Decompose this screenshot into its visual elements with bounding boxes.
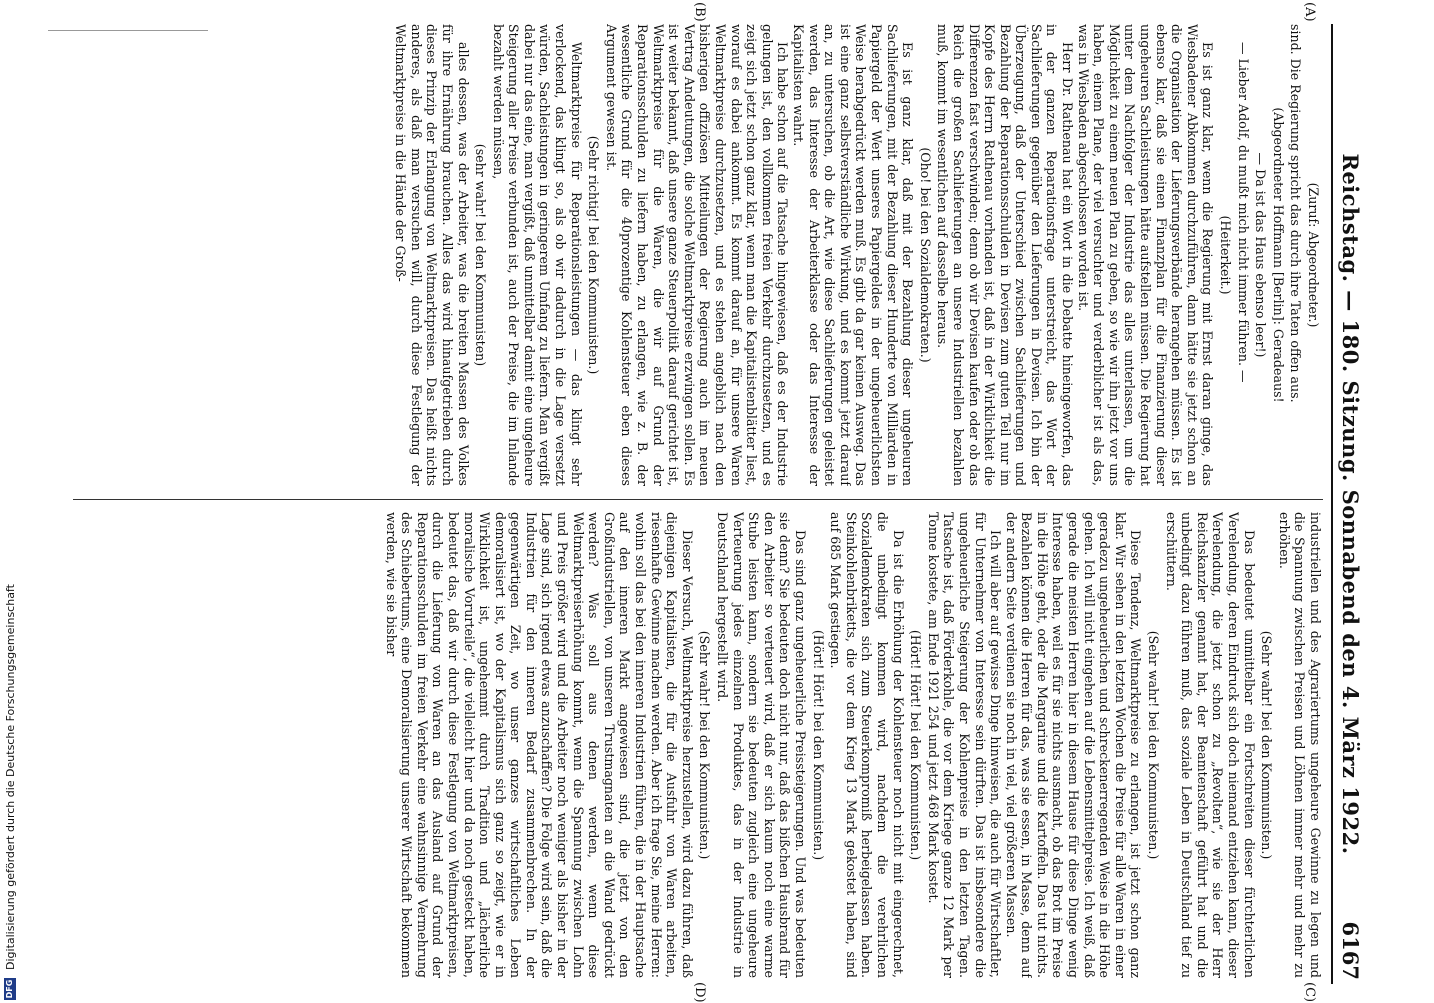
- left-column: [73, 24, 1323, 486]
- paragraph: Es ist ganz klar, daß mit der Bezahlung dieser ungeheuren Sachlieferungen, mit der Bezahlung dieser Hunderte von Milliarden in Papiergeld der Wert unseres Papiergeldes in der ungeheuerlichsten Weise herabgedrückt werden muß. Es gibt da gar keinen Ausweg. Das ist eine ganz selbstverständliche Wirkung, und es kommt jetzt darauf an, zu untersuchen, ob die Art, wie diese Sachlieferungen geleistet werden, das Interesse der Arbeiterklasse oder das Interesse der Kapitalisten wahrt.: [791, 24, 916, 486]
- interjection: (sehr wahr! bei den Kommunisten): [473, 143, 489, 367]
- interjection: (Abgeordneter Hoffmann [Berlin]: Geradeaus!: [1270, 107, 1286, 403]
- page-header: [1331, 24, 1367, 984]
- page-title: Reichstag. — 180. Sitzung. Sonnabend den 4. März 1922.: [1338, 153, 1363, 855]
- paragraph: alles dessen, was der Arbeiter, was die breiten Massen des Volkes für ihre Ernährung brauchen. Alles das wird hinaufgetrieben durch dieses Prinzip der Erlangung von Weltmarktpreisen. Das heißt nichts anderes, als daß man versuchen will, durch diese Festlegung der Weltmarktpreise in die Hände der Groß-: [393, 24, 471, 486]
- paragraph: Dieser Versuch, Weltmarktpreise herzustellen, wird dazu führen, daß diejenigen Kapitalisten, die für die Ausfuhr von Waren arbeiten, riesenhafte Gewinne machen werden. Aber ich frage Sie, meine Herren: wohin soll das bei den inneren Industrien führen, die in der Hauptsache auf den inneren Markt angewiesen sind, die jetzt von den Großindustriellen, von unseren Trustmagnaten an die Wand gedrückt werden? Was soll aus denen werden, wenn diese Weltmarktpreiserhöhung kommt, wenn die Spannung zwischen Lohn und Preis größer wird und die Arbeiter noch weniger als bisher in der Lage sind, sich irgend etwas anzuschaffen? Die Folge wird sein, daß die Industrien für den inneren Bedarf zusammenbrechen. In der gegenwärtigen Zeit, wo unser ganzes wirtschaftliches Leben demoralisiert ist, wo der Kapitalismus sich ganz so zeigt, wie er in Wirklichkeit ist, ungehemmt durch Tradition und „lächerliche moralische Vorurteile“, die vielleicht hier und da noch gesteckt haben, bedeutet das, daß wir durch diese Festlegung von Weltmarktpreisen, durch die Lieferung von Waren an das Ausland auf Grund der Reparationsschulden im freien Verkehr eine wahnsinnige Vermehrung des Schiebertums, eine Demoralisierung unserer Wirtschaft bekommen werden, wie sie bisher: [383, 512, 695, 978]
- paragraph: Weltmarktpreise für Reparationsleistungen — das klingt sehr verlockend, das klingt so, als ob wir dadurch in die Lage versetzt würden, Sachleistungen in geringerem Umfang zu liefern. Man vergißt dabei nur das eine, man vergißt, daß unmittelbar damit eine ungeheure Steigerung aller Preise verbunden ist, auch der Preise, die im Inlande bezahlt werden müssen,: [490, 24, 584, 486]
- interjection: (Hört! Hört! bei den Kommunisten.): [810, 629, 826, 861]
- paragraph: Herr Dr. Rathenau hat ein Wort in die Debatte hineingeworfen, das in der ganzen Reparationsfrage unterstreicht, das Wort der Sachlieferungen gegenüber den Lieferungen in Devisen. Ich bin der Überzeugung, daß der Unterschied zwischen Sachlieferungen und Bezahlung der Reparationsschulden in Devisen zum guten Teil nur im Kopfe des Herrn Rathenau vorhanden ist, daß in der Wirklichkeit die Differenzen fast verschwinden; denn ob wir Devisen kaufen oder ob das Reich die großen Sachlieferungen an unsere Industriellen bezahlen muß, kommt im wesentlichen auf dasselbe heraus.: [935, 24, 1076, 486]
- paragraph: industriellen und des Agrariertums ungeheure Gewinne zu legen und die Spannung zwischen Preisen und Löhnen immer mehr und mehr zu erhöhen.: [1276, 512, 1323, 978]
- margin-mark-a: (A): [1302, 2, 1317, 22]
- interjection: (Hört! Hört! bei den Kommunisten.): [908, 629, 924, 861]
- interjection: — Da ist das Haus ebenso leer!): [1253, 152, 1269, 358]
- interjection: (Sehr wahr! bei den Kommunisten.): [1259, 630, 1275, 860]
- interjection: (Oho! bei den Sozialdemokraten.): [917, 147, 933, 363]
- paragraph: Ich habe schon auf die Tatsache hingewiesen, daß es der Industrie gelungen ist, den vollkommen freien Verkehr durchzusetzen, und es zeigt sich jetzt schon ganz klar, wenn man die Kapitalistenblätter liest, worauf es dabei ankommt. Es kommt darauf an, für unsere Waren Weltmarktpreise durchzusetzen, und es stehen angeblich nach den bisherigen offiziösen Mitteilungen der Regierung auch im neuen Vertrag Andeutungen, die solche Weltmarktpreise erzwingen sollen. Es ist weiter bekannt, daß unsere ganze Steuerpolitik darauf gerichtet ist, Weltmarktpreise für die Waren, die wir auf Grund der Reparationsschulden zu liefern haben, zu erlangen, wie z. B. der wesentliche Grund für die 40prozentige Kohlensteuer eben dieses Argument gewesen ist.: [603, 24, 791, 486]
- interjection: (Heiterkeit.): [1218, 215, 1234, 295]
- margin-mark-b: (B): [692, 2, 707, 22]
- digitization-credit-text: Digitalisierung gefördert durch die Deutsche Forschungsgemeinschaft: [3, 584, 17, 970]
- interjection: (Sehr wahr! bei den Kommunisten.): [697, 630, 713, 860]
- margin-mark-d: (D): [692, 982, 707, 1003]
- dfg-logo: DFG: [5, 979, 14, 999]
- paragraph: Das bedeutet unmittelbar ein Fortschreiten dieser fürchterlichen Verelendung, deren Eindruck sich doch niemand entziehen kann, dieser Verelendung, die jetzt schon zu „Revolten“, wie sie der Herr Reichskanzler genannt hat, der Beamtenschaft geführt hat und die unbedingt dazu führen muß, das soziale Leben in Deutschland tief zu erschüttern.: [1163, 512, 1257, 978]
- column-divider: [73, 499, 1323, 500]
- interjection: (Sehr richtig! bei den Kommunisten.): [586, 135, 602, 375]
- paragraph: Ich will aber auf gewisse Dinge hinweisen, die auch für Wirtschaftler, für Unternehmer von Interesse sein dürften. Das ist insbesondere die ungeheuerliche Steigerung der Kohlenpreise in den letzten Tagen. Tatsache ist, daß Förderkohle, die vor dem Kriege ganze 12 Mark per Tonne kostete, am Ende 1921 254 und jetzt 468 Mark kostet.: [925, 512, 1004, 978]
- page-number: 6167: [1338, 921, 1363, 980]
- text-columns: [73, 24, 1323, 984]
- right-column: [73, 512, 1323, 978]
- interjection: (Zuruf: Abgeordneter.): [1306, 182, 1321, 328]
- margin-mark-c: (C): [1302, 982, 1317, 1003]
- paragraph: Das sind ganz ungeheuerliche Preissteigerungen. Und was bedeuten sie denn? Sie bedeuten doch nicht nur, daß das bißchen Hausbrand für den Arbeiter so verteuert wird, daß er sich kaum noch eine warme Stube leisten kann, sondern sie bedeuten zugleich eine ungeheure Verteuerung jedes einzelnen Produktes, das in der Industrie in Deutschland hergestellt wird.: [715, 512, 808, 978]
- digitization-credit: [0, 0, 20, 1000]
- paragraph: Diese Tendenz, Weltmarktpreise zu erlangen, ist jetzt schon ganz klar. Wir sehen in den letzten Wochen die Preise für alle Waren in einer geradezu ungeheuerlichen und schreckenerregenden Weise in die Höhe gehen. Ich will nicht eingehen auf die Lebensmittelpreise. Ich weiß, daß gerade die meisten Herren hier in diesem Hause für diese Dinge wenig Interesse haben, weil es für sie nichts ausmacht, ob das Brot im Preise in die Höhe geht, oder die Margarine und die Kartoffeln. Das tut nichts. Bezahlen können die Herren für das, was sie essen, in Masse, denn auf der andern Seite verdienen sie noch in viel, viel größeren Massen.: [1003, 512, 1144, 978]
- paragraph: sind. Die Regierung spricht das durch ihre Taten offen aus.: [1288, 24, 1304, 403]
- rotated-page: [67, 2, 1367, 1003]
- paragraph: Es ist ganz klar, wenn die Regierung mit Ernst daran ginge, das Wiesbadener Abkommen durchzuführen, dann hätte sie jetzt schon an die Organisation der Lieferungsverbände herangehen müssen. Es ist ebenso klar, daß sie einen Finanzplan für die Finanzierung dieser ungeheuren Sachleistungen hätte aufstellen müssen. Die Regierung hat unter dem Nachfolger der Industrie das alles unterlassen, um die Möglichkeit zu einem neuen Plan zu geben, so wie wir ihn jetzt vor uns haben, einem Plane, der viel versuchter und verderblicher ist als das, was in Wiesbaden abgeschlossen worden ist.: [1075, 24, 1216, 486]
- paragraph: — Lieber Adolf, du mußt mich nicht immer führen. —: [1235, 42, 1251, 383]
- interjection: (Sehr wahr! bei den Kommunisten.): [1146, 630, 1162, 860]
- paragraph: Da ist die Erhöhung der Kohlensteuer noch nicht mit eingerechnet, die unbedingt kommen wird, nachdem die verehrlichen Sozialdemokraten sich zum Steuerkompromiß herbeigelassen haben. Steinkohlenbriketts, die vor dem Krieg 13 Mark gekostet haben, sind auf 685 Mark gestiegen.: [828, 512, 906, 978]
